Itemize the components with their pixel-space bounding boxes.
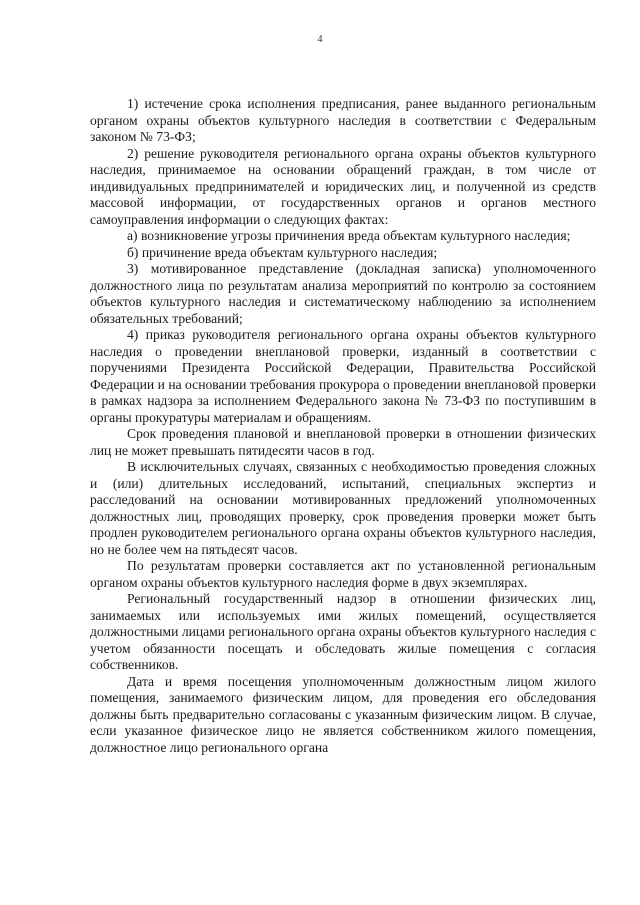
paragraph-inspection-term: Срок проведения плановой и внеплановой проверки в отношении физических лиц не может превышать пятидесяти часов в год. bbox=[90, 426, 596, 458]
paragraph-inspection-act: По результатам проверки составляется акт по установленной региональным органом охраны объектов культурного наследия форме в двух экземплярах. bbox=[90, 558, 596, 590]
paragraph-exceptional-cases: В исключительных случаях, связанных с необходимостью проведения сложных и (или) длительных исследований, испытаний, специальных экспертиз и расследований на основании мотивированных предложений уполномоченных должностных лиц, проводящих проверку, срок проведения проверки может быть продлен руководителем регионального органа охраны объектов культурного наследия, но не более чем на пятьдесят часов. bbox=[90, 459, 596, 557]
paragraph-item-4: 4) приказ руководителя регионального органа охраны объектов культурного наследия о проведении внеплановой проверки, изданный в соответствии с поручениями Президента Российской Федерации, Правительства Российской Федерации и на основании требования прокурора о проведении внеплановой проверки в рамках надзора за исполнением Федерального закона № 73-ФЗ по поступившим в органы прокуратуры материалам и обращениям. bbox=[90, 327, 596, 425]
paragraph-subitem-a: а) возникновение угрозы причинения вреда объектам культурного наследия; bbox=[127, 228, 571, 243]
paragraph-item-2: 2) решение руководителя регионального органа охраны объектов культурного наследия, принимаемое на основании обращений граждан, в том числе от индивидуальных предпринимателей и юридических лиц, и полученной из средств массовой информации, от государственных органов и органов местного самоуправления информации о следующих фактах: bbox=[90, 145, 596, 227]
paragraph-item-3: 3) мотивированное представление (докладная записка) уполномоченного должностного лица по результатам анализа мероприятий по контролю за состоянием объектов культурного наследия и систематическому наблюдению за исполнением обязательных требований; bbox=[90, 261, 596, 326]
paragraph-subitem-b: б) причинение вреда объектам культурного наследия; bbox=[127, 244, 438, 260]
paragraph-item-1: 1) истечение срока исполнения предписания, ранее выданного региональным органом охраны объектов культурного наследия в соответствии с Федеральным законом № 73-ФЗ; bbox=[90, 96, 596, 144]
document-body bbox=[90, 96, 596, 756]
paragraph-regional-supervision: Региональный государственный надзор в отношении физических лиц, занимаемых или используемых ими жилых помещений, осуществляется должностными лицами регионального органа охраны объектов культурного наследия с учетом обязанности посещать и обследовать жилые помещения с согласия собственников. bbox=[90, 591, 596, 672]
paragraph-visit-date: Дата и время посещения уполномоченным должностным лицом жилого помещения, занимаемого физическим лицом, для проведения его обследования должны быть предварительно согласованы с указанным физическим лицом. В случае, если указанное физическое лицо не является собственником жилого помещения, должностное лицо регионального органа bbox=[90, 673, 596, 755]
page-number: 4 bbox=[317, 34, 323, 45]
